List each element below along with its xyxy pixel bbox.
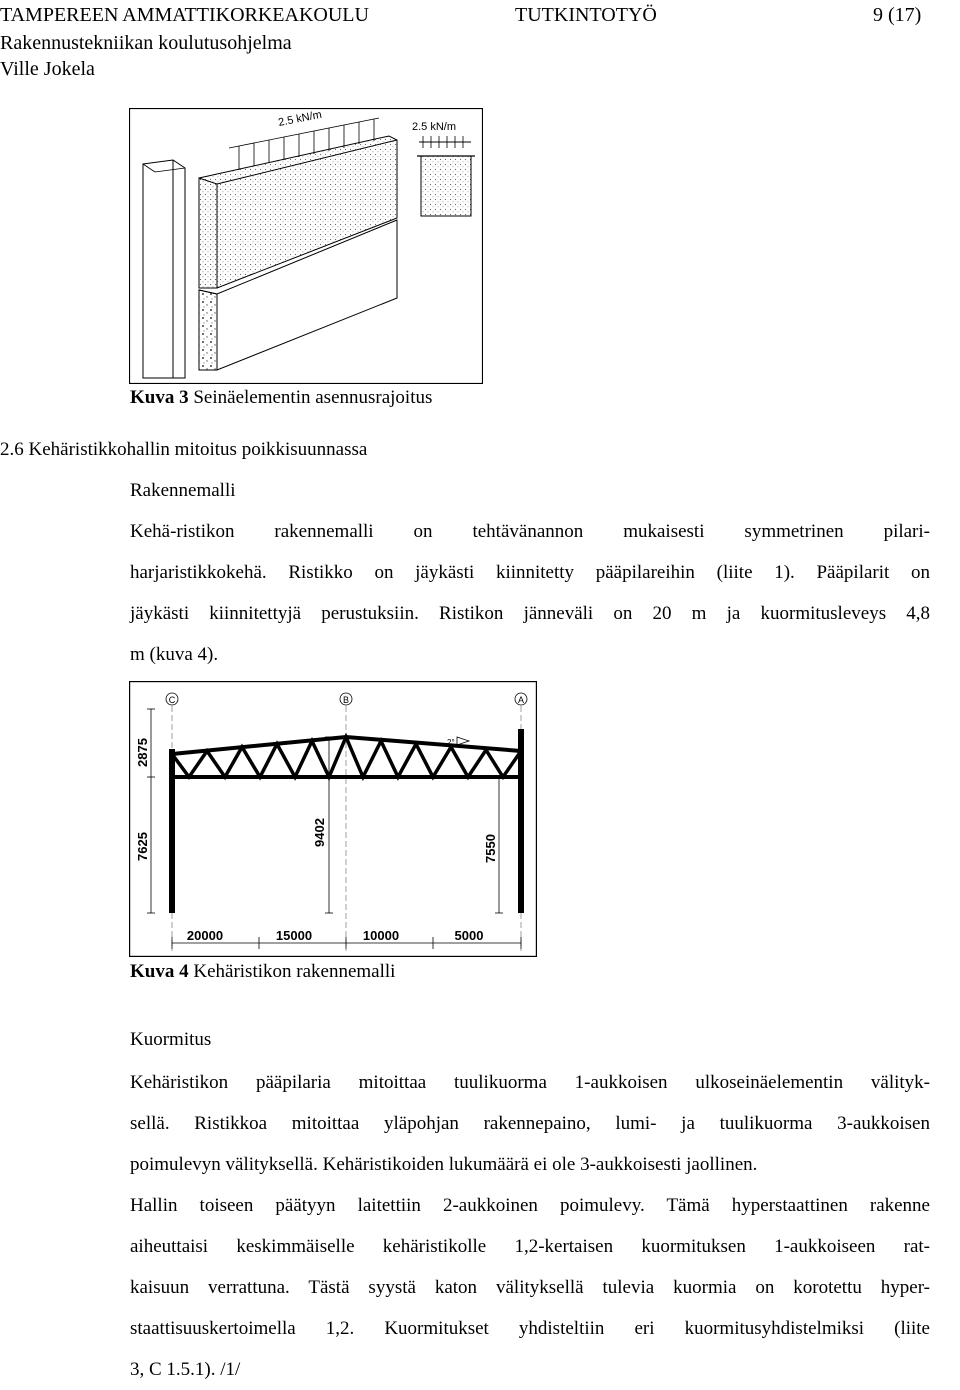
paragraph-kuormitus bbox=[130, 1062, 930, 1390]
dim-20000: 20000 bbox=[186, 928, 224, 943]
figure-3-caption-label: Kuva 3 bbox=[130, 387, 189, 408]
figure-3-wall-element bbox=[129, 108, 483, 384]
paragraph-line: poimulevyn välityksellä. Kehäristikoiden lukumäärä ei ole 3-aukkoisesti jaollinen. bbox=[130, 1154, 758, 1175]
subheading-rakennemalli: Rakennemalli bbox=[130, 480, 236, 501]
dim-7625: 7625 bbox=[135, 832, 150, 861]
subheading-kuormitus: Kuormitus bbox=[130, 1029, 212, 1050]
load-label-right: 2.5 kN/m bbox=[412, 121, 457, 133]
dim-7550: 7550 bbox=[483, 834, 498, 863]
paragraph-line: 3, C 1.5.1). /1/ bbox=[130, 1359, 241, 1380]
dim-15000: 15000 bbox=[275, 928, 313, 943]
figure-4-truss-model bbox=[129, 681, 537, 957]
axis-label-c: C bbox=[168, 695, 176, 705]
axis-label-b: B bbox=[342, 695, 350, 705]
slope-label: 2° bbox=[447, 738, 455, 747]
dim-10000: 10000 bbox=[362, 928, 400, 943]
paragraph-line: Kehä-ristikon rakennemalli on tehtävänannon mukaisesti symmetrinen pilari- bbox=[130, 521, 930, 542]
header-doc-type: TUTKINTOTYÖ bbox=[515, 4, 657, 26]
dim-2875: 2875 bbox=[135, 738, 150, 767]
paragraph-line: staattisuuskertoimella 1,2. Kuormitukset yhdisteltiin eri kuormitusyhdistelmiksi (liite bbox=[130, 1318, 930, 1339]
paragraph-rakennemalli bbox=[130, 511, 930, 675]
header-program: Rakennustekniikan koulutusohjelma bbox=[0, 32, 292, 54]
dim-9402: 9402 bbox=[312, 818, 327, 847]
paragraph-line: aiheuttaisi keskimmäiselle kehäristikolle 1,2-kertaisen kuormituksen 1-aukkoiseen rat- bbox=[130, 1236, 930, 1257]
header-page-number: 9 (17) bbox=[873, 4, 922, 26]
figure-4-caption-label: Kuva 4 bbox=[130, 961, 189, 982]
paragraph-line: sellä. Ristikkoa mitoittaa yläpohjan rakennepaino, lumi- ja tuulikuorma 3-aukkoisen bbox=[130, 1113, 930, 1134]
figure-3-caption-text: Seinäelementin asennusrajoitus bbox=[193, 387, 433, 408]
paragraph-line: Hallin toiseen päätyyn laitettiin 2-aukkoinen poimulevy. Tämä hyperstaattinen rakenne bbox=[130, 1195, 930, 1216]
figure-3-caption bbox=[130, 387, 432, 409]
header-author: Ville Jokela bbox=[0, 58, 95, 80]
load-label-left: 2.5 kN/m bbox=[277, 108, 323, 129]
dim-5000: 5000 bbox=[454, 928, 484, 943]
figure-4-caption-text: Kehäristikon rakennemalli bbox=[193, 961, 396, 982]
figure-4-caption bbox=[130, 961, 395, 983]
section-heading: 2.6 Kehäristikkohallin mitoitus poikkisuunnassa bbox=[0, 439, 368, 460]
paragraph-line: jäykästi kiinnitettyjä perustuksiin. Ristikon jänneväli on 20 m ja kuormitusleveys 4,8 bbox=[130, 603, 930, 624]
paragraph-line: Kehäristikon pääpilaria mitoittaa tuulikuorma 1-aukkoisen ulkoseinäelementin välityk- bbox=[130, 1072, 930, 1093]
header-school: TAMPEREEN AMMATTIKORKEAKOULU bbox=[0, 4, 369, 26]
paragraph-line: m (kuva 4). bbox=[130, 644, 219, 665]
paragraph-line: kaisuun verrattuna. Tästä syystä katon välityksellä tulevia kuormia on korotettu hyper- bbox=[130, 1277, 930, 1298]
paragraph-line: harjaristikkokehä. Ristikko on jäykästi kiinnitetty pääpilareihin (liite 1). Pääpilarit on bbox=[130, 562, 930, 583]
axis-label-a: A bbox=[517, 695, 525, 705]
